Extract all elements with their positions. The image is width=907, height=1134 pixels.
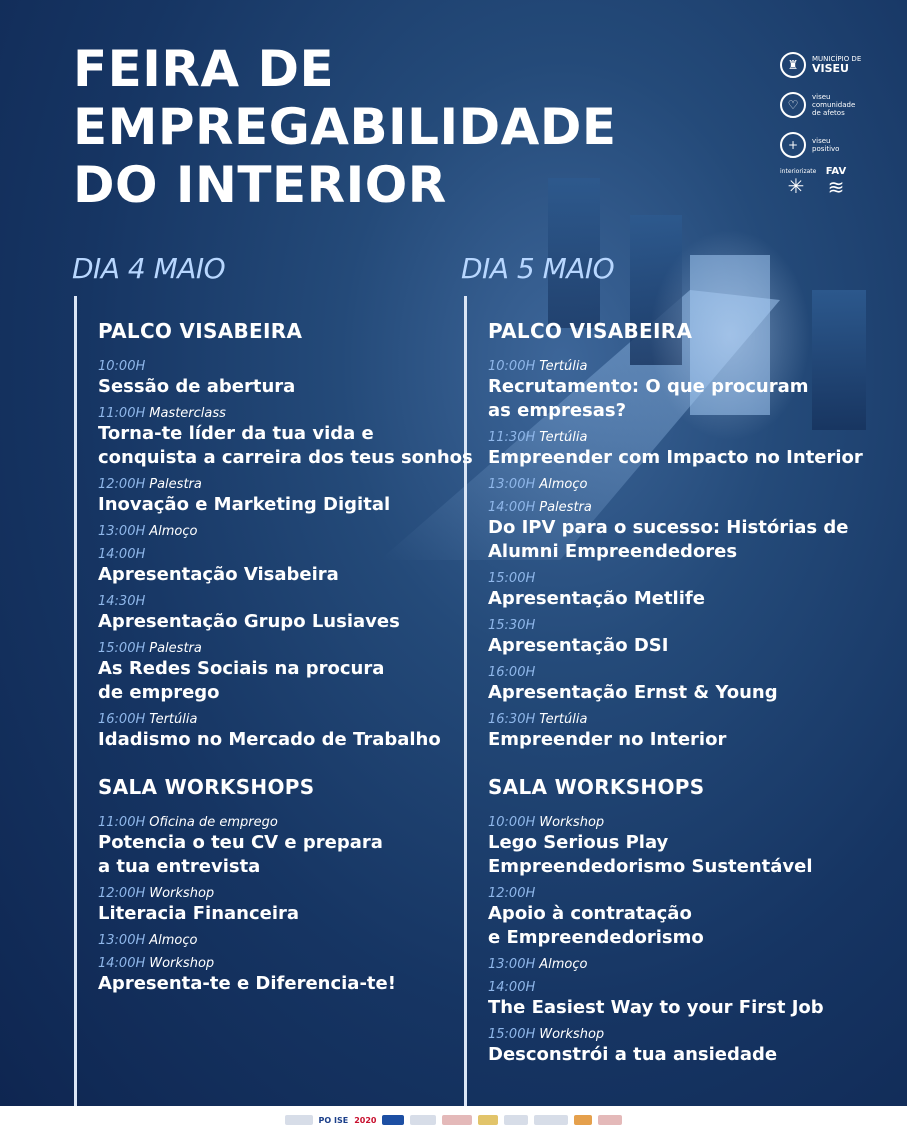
schedule-item <box>98 955 473 996</box>
event-title-text <box>488 446 863 470</box>
event-type: Almoço <box>149 524 198 539</box>
event-time: 16:00H <box>98 712 146 727</box>
event-title-text <box>488 1043 863 1067</box>
event-time: 13:00H <box>488 957 536 972</box>
schedule-item <box>488 885 863 950</box>
event-title-line: Sessão de abertura <box>98 376 296 397</box>
event-title-line: Lego Serious Play <box>488 832 669 853</box>
heart-icon: ♡ <box>780 92 806 118</box>
event-title-line: Alumni Empreendedores <box>488 541 738 562</box>
day-1-divider <box>74 296 77 1106</box>
event-meta <box>488 476 863 493</box>
event-title-text <box>98 422 473 470</box>
event-title-line: Desconstrói a tua ansiedade <box>488 1044 778 1065</box>
sponsor-logo <box>534 1115 568 1125</box>
event-title-text <box>98 610 473 634</box>
event-title-line: e Empreendedorismo <box>488 927 704 948</box>
event-type: Workshop <box>149 886 215 901</box>
event-title-text <box>98 902 473 926</box>
event-title-line: As Redes Sociais na procura <box>98 658 385 679</box>
schedule-item <box>98 593 473 634</box>
event-time: 14:00H <box>98 547 146 562</box>
sponsor-logo <box>410 1115 436 1125</box>
event-type: Workshop <box>539 1027 605 1042</box>
event-meta <box>488 499 863 516</box>
comunidade-line2: comunidade <box>812 101 856 109</box>
event-type: Tertúlia <box>539 359 588 374</box>
event-meta <box>98 711 473 728</box>
schedule-item <box>98 711 473 752</box>
event-title <box>73 40 617 214</box>
event-type: Workshop <box>539 815 605 830</box>
schedule-item <box>488 814 863 879</box>
municipio-logo <box>780 48 880 82</box>
event-title-text <box>98 563 473 587</box>
event-time: 10:00H <box>488 359 536 374</box>
schedule-item <box>98 358 473 399</box>
event-type: Tertúlia <box>539 712 588 727</box>
event-type: Almoço <box>149 933 198 948</box>
event-type: Oficina de emprego <box>149 815 278 830</box>
schedule-item <box>488 979 863 1020</box>
event-meta <box>488 979 863 996</box>
event-title-line: de emprego <box>98 682 220 703</box>
positivo-line1: viseu <box>812 137 831 145</box>
positivo-line2: positivo <box>812 145 840 153</box>
event-meta <box>488 617 863 634</box>
footer-sponsors <box>0 1106 907 1134</box>
event-time: 10:00H <box>98 359 146 374</box>
event-title-line: The Easiest Way to your First Job <box>488 997 824 1018</box>
interiorizate-logo <box>780 168 817 198</box>
event-meta <box>488 1026 863 1043</box>
municipio-big: VISEU <box>812 62 849 75</box>
schedule-item <box>98 476 473 517</box>
event-time: 13:00H <box>98 524 146 539</box>
event-title-text <box>98 375 473 399</box>
event-title-text <box>98 657 473 705</box>
event-title-line: Empreender no Interior <box>488 729 727 750</box>
plus-icon: + <box>780 132 806 158</box>
eu-flag-icon <box>382 1115 404 1125</box>
sponsor-logo <box>285 1115 313 1125</box>
event-meta <box>98 814 473 831</box>
schedule-item <box>98 814 473 879</box>
event-type: Palestra <box>539 500 592 515</box>
event-time: 14:00H <box>488 980 536 995</box>
event-time: 14:00H <box>98 956 146 971</box>
event-time: 12:00H <box>98 886 146 901</box>
event-time: 10:00H <box>488 815 536 830</box>
event-title-line: Torna-te líder da tua vida e <box>98 423 374 444</box>
event-title-line: a tua entrevista <box>98 856 261 877</box>
event-title-line: Potencia o teu CV e prepara <box>98 832 383 853</box>
castle-icon: ♜ <box>780 52 806 78</box>
event-meta <box>98 640 473 657</box>
schedule-item <box>98 885 473 926</box>
event-type: Masterclass <box>149 406 226 421</box>
municipio-small: MUNICÍPIO DE <box>812 55 862 63</box>
event-title-text <box>488 902 863 950</box>
event-title-text <box>488 375 863 423</box>
star-icon: ✳ <box>787 174 805 198</box>
schedule-item <box>98 523 473 540</box>
comunidade-line1: viseu <box>812 93 831 101</box>
section-title: SALA WORKSHOPS <box>488 775 705 799</box>
sponsor-logos <box>780 48 880 198</box>
event-time: 12:00H <box>98 477 146 492</box>
event-time: 11:30H <box>488 430 536 445</box>
schedule-item <box>488 429 863 470</box>
section-title: PALCO VISABEIRA <box>488 319 693 343</box>
title-line-2: EMPREGABILIDADE <box>73 98 617 156</box>
event-type: Tertúlia <box>149 712 198 727</box>
event-time: 15:30H <box>488 618 536 633</box>
event-time: 13:00H <box>98 933 146 948</box>
event-type: Palestra <box>149 641 202 656</box>
event-title-text <box>98 972 473 996</box>
event-meta <box>488 711 863 728</box>
sponsor-logo <box>504 1115 528 1125</box>
day-2-schedule <box>488 318 863 1073</box>
event-meta <box>98 523 473 540</box>
event-title-line: as empresas? <box>488 400 627 421</box>
day-2-label: DIA 5 MAIO <box>461 252 615 285</box>
event-meta <box>98 405 473 422</box>
sponsor-logo <box>574 1115 592 1125</box>
wave-icon: ≋ <box>827 175 845 199</box>
schedule-item <box>98 546 473 587</box>
day-1-label: DIA 4 MAIO <box>72 252 226 285</box>
interiorizate-text: interiorizate <box>780 168 817 175</box>
event-title-line: Inovação e Marketing Digital <box>98 494 391 515</box>
event-title-line: Apresenta-te e Diferencia-te! <box>98 973 396 994</box>
schedule-item <box>488 358 863 423</box>
event-meta <box>98 546 473 563</box>
event-meta <box>98 885 473 902</box>
event-type: Almoço <box>539 957 588 972</box>
event-type: Workshop <box>149 956 215 971</box>
schedule-item <box>98 405 473 470</box>
day-1-schedule <box>98 318 473 1002</box>
event-title-line: Idadismo no Mercado de Trabalho <box>98 729 441 750</box>
event-title-text <box>488 831 863 879</box>
event-time: 13:00H <box>488 477 536 492</box>
event-title-text <box>488 996 863 1020</box>
event-title-line: conquista a carreira dos teus sonhos <box>98 447 473 468</box>
comunidade-logo <box>780 88 880 122</box>
event-time: 16:30H <box>488 712 536 727</box>
event-title-text <box>98 493 473 517</box>
event-meta <box>98 593 473 610</box>
po-ise-logo: PO ISE <box>318 1115 349 1125</box>
event-title-text <box>488 681 863 705</box>
schedule-item <box>488 570 863 611</box>
event-meta <box>488 570 863 587</box>
event-time: 15:00H <box>488 1027 536 1042</box>
event-title-text <box>98 728 473 752</box>
positivo-logo <box>780 128 880 162</box>
event-meta <box>98 476 473 493</box>
event-time: 11:00H <box>98 815 146 830</box>
fav-text: FAV <box>825 166 847 177</box>
event-title-line: Apoio à contratação <box>488 903 692 924</box>
fav-logo <box>820 168 852 198</box>
event-title-text <box>488 728 863 752</box>
event-type: Almoço <box>539 477 588 492</box>
event-time: 15:00H <box>98 641 146 656</box>
schedule-item <box>98 932 473 949</box>
schedule-item <box>488 1026 863 1067</box>
event-time: 14:00H <box>488 500 536 515</box>
sponsor-logo <box>442 1115 472 1125</box>
event-title-line: Recrutamento: O que procuram <box>488 376 809 397</box>
section-title: PALCO VISABEIRA <box>98 319 303 343</box>
event-meta <box>488 429 863 446</box>
event-title-line: Apresentação DSI <box>488 635 669 656</box>
event-title-text <box>488 516 863 564</box>
event-meta <box>488 814 863 831</box>
event-meta <box>98 358 473 375</box>
event-title-line: Apresentação Metlife <box>488 588 705 609</box>
event-meta <box>488 885 863 902</box>
portugal-2020-logo: 2020 <box>354 1115 377 1125</box>
event-title-text <box>488 634 863 658</box>
event-time: 14:30H <box>98 594 146 609</box>
schedule-item <box>488 664 863 705</box>
event-time: 15:00H <box>488 571 536 586</box>
event-meta <box>98 932 473 949</box>
event-title-line: Apresentação Grupo Lusiaves <box>98 611 400 632</box>
title-line-1: FEIRA DE <box>73 40 335 98</box>
event-type: Palestra <box>149 477 202 492</box>
sponsor-logo <box>598 1115 622 1125</box>
section-title: SALA WORKSHOPS <box>98 775 315 799</box>
comunidade-line3: de afetos <box>812 109 845 117</box>
event-meta <box>488 956 863 973</box>
sponsor-logo <box>478 1115 498 1125</box>
event-title-line: Apresentação Ernst & Young <box>488 682 778 703</box>
schedule-item <box>488 476 863 493</box>
event-title-line: Empreender com Impacto no Interior <box>488 447 863 468</box>
event-title-text <box>488 587 863 611</box>
event-title-text <box>98 831 473 879</box>
event-time: 11:00H <box>98 406 146 421</box>
schedule-item <box>488 499 863 564</box>
event-meta <box>488 664 863 681</box>
event-time: 16:00H <box>488 665 536 680</box>
event-type: Tertúlia <box>539 430 588 445</box>
title-line-3: DO INTERIOR <box>73 156 447 214</box>
event-meta <box>488 358 863 375</box>
event-title-line: Apresentação Visabeira <box>98 564 339 585</box>
event-title-line: Literacia Financeira <box>98 903 300 924</box>
schedule-item <box>488 617 863 658</box>
schedule-item <box>98 640 473 705</box>
schedule-item <box>488 956 863 973</box>
event-title-line: Do IPV para o sucesso: Histórias de <box>488 517 849 538</box>
event-title-line: Empreendedorismo Sustentável <box>488 856 813 877</box>
event-time: 12:00H <box>488 886 536 901</box>
schedule-item <box>488 711 863 752</box>
event-meta <box>98 955 473 972</box>
